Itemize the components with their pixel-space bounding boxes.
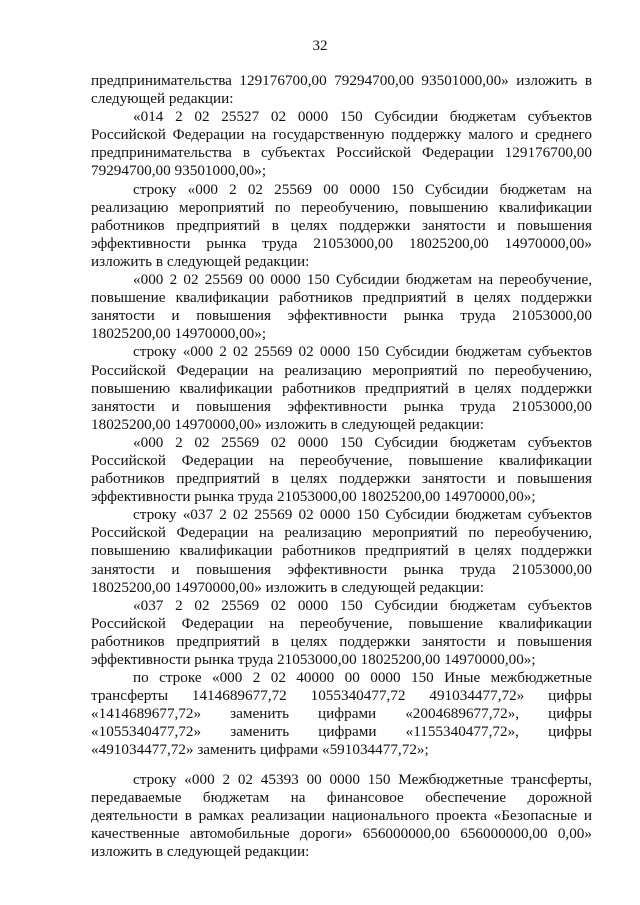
paragraph: строку «000 2 02 25569 02 0000 150 Субсидии бюджетам субъектов Российской Федерации на реализацию мероприятий по переобучению, повышению квалификации работников предприятий в целях поддержки занятости и повышения эффективности рынка труда 21053000,00 18025200,00 14970000,00» изложить в следующей редакции: <box>91 343 592 433</box>
paragraph: «000 2 02 25569 00 0000 150 Субсидии бюджетам на переобучение, повышение квалификации работников предприятий в целях поддержки занятости и повышения эффективности рынка труда 21053000,00 18025200,00 14970000,00»; <box>91 271 592 343</box>
paragraph: по строке «000 2 02 40000 00 0000 150 Иные межбюджетные трансферты 1414689677,72 1055340477,72 491034477,72» цифры «1414689677,72» заменить цифрами «2004689677,72», цифры «1055340477,72» заменить цифрами «1155340477,72», цифры «491034477,72» заменить цифрами «591034477,72»; <box>91 669 592 759</box>
paragraph: строку «000 2 02 25569 00 0000 150 Субсидии бюджетам на реализацию мероприятий по переобучению, повышению квалификации работников предприятий в целях поддержки занятости и повышения эффективности рынка труда 21053000,00 18025200,00 14970000,00» изложить в следующей редакции: <box>91 180 592 270</box>
paragraph: «014 2 02 25527 02 0000 150 Субсидии бюджетам субъектов Российской Федерации на государственную поддержку малого и среднего предпринимательства в субъектах Российской Федерации 129176700,00 79294700,00 93501000,00»; <box>91 108 592 180</box>
paragraph: «000 2 02 25569 02 0000 150 Субсидии бюджетам субъектов Российской Федерации на переобучение, повышение квалификации работников предприятий в целях поддержки занятости и повышения эффективности рынка труда 21053000,00 18025200,00 14970000,00»; <box>91 433 592 506</box>
paragraph: строку «000 2 02 45393 00 0000 150 Межбюджетные трансферты, передаваемые бюджетам на финансовое обеспечение дорожной деятельности в рамках реализации национального проекта «Безопасные и качественные автомобильные дороги» 656000000,00 656000000,00 0,00» изложить в следующей редакции: <box>91 770 592 860</box>
page-number: 32 <box>312 38 328 54</box>
document-body <box>91 72 592 861</box>
paragraph: строку «037 2 02 25569 02 0000 150 Субсидии бюджетам субъектов Российской Федерации на реализацию мероприятий по переобучению, повышению квалификации работников предприятий в целях поддержки занятости и повышения эффективности рынка труда 21053000,00 18025200,00 14970000,00» изложить в следующей редакции: <box>91 506 592 596</box>
paragraph: «037 2 02 25569 02 0000 150 Субсидии бюджетам субъектов Российской Федерации на переобучение, повышение квалификации работников предприятий в целях поддержки занятости и повышения эффективности рынка труда 21053000,00 18025200,00 14970000,00»; <box>91 596 592 668</box>
paragraph: предпринимательства 129176700,00 79294700,00 93501000,00» изложить в следующей редакции: <box>91 72 592 108</box>
